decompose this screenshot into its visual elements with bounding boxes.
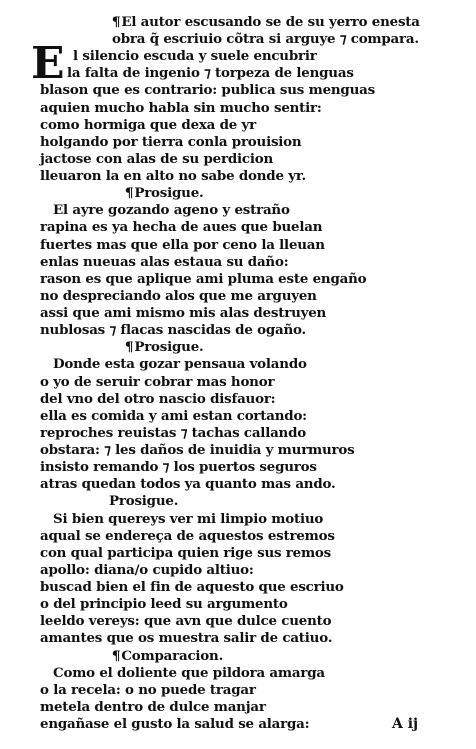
- text-line: Como el doliente que pildora amarga: [53, 665, 325, 681]
- pilcrow-icon: ¶: [124, 185, 134, 201]
- text-line: del vno del otro nascio disfauor:: [40, 391, 276, 407]
- text-line: blason que es contrario: publica sus menguas: [40, 82, 375, 98]
- text-line: apollo: diana/o cupido altiuo:: [40, 562, 254, 578]
- section-heading: Prosigue.: [109, 493, 179, 509]
- text-line: metela dentro de dulce manjar: [40, 699, 266, 715]
- text-line: atras quedan todos ya quanto mas ando.: [40, 476, 336, 492]
- text-line: con qual participa quien rige sus remos: [40, 545, 331, 561]
- section-heading: ¶Comparacion.: [111, 648, 224, 664]
- text-line: ella es comida y ami estan cortando:: [40, 408, 307, 424]
- text-line: enlas nueuas alas estaua su daño:: [40, 254, 289, 270]
- text-line: rason es que aplique ami pluma este engaño: [40, 271, 367, 287]
- text-line: l silencio escuda y suele encubrir: [73, 48, 317, 64]
- text-line: Si bien quereys ver mi limpio motiuo: [53, 511, 324, 527]
- pilcrow-icon: ¶: [124, 339, 134, 355]
- pilcrow-icon: ¶: [111, 648, 121, 664]
- text-line: o la recela: o no puede tragar: [40, 682, 256, 698]
- text-line: obstara: ⁊ les daños de inuidia y murmuros: [40, 442, 355, 458]
- text-line: El ayre gozando ageno y estraño: [53, 202, 290, 218]
- text-line: aquien mucho habla sin mucho sentir:: [40, 100, 322, 116]
- pilcrow-icon: ¶: [111, 14, 121, 30]
- text-line: engañase el gusto la salud se alarga:: [40, 716, 310, 732]
- text-line: buscad bien el fin de aquesto que escriuo: [40, 579, 344, 595]
- text-line: Donde esta gozar pensaua volando: [53, 356, 307, 372]
- text-line: insisto remando ⁊ los puertos seguros: [40, 459, 317, 475]
- text-line: fuertes mas que ella por ceno la lleuan: [40, 237, 325, 253]
- text-line: ¶El autor escusando se de su yerro enesta: [111, 14, 420, 30]
- drop-cap-initial: E: [31, 38, 65, 89]
- text-line: lleuaron la en alto no sabe donde yr.: [40, 168, 306, 184]
- text-line: rapina es ya hecha de aues que buelan: [40, 219, 323, 235]
- text-line: nublosas ⁊ flacas nascidas de ogaño.: [40, 322, 306, 338]
- text-line: como hormiga que dexa de yr: [40, 117, 256, 133]
- text-line: leeldo vereys: que avn que dulce cuento: [40, 613, 332, 629]
- page-signature: A ij: [392, 716, 419, 732]
- text-line: o del principio leed su argumento: [40, 596, 288, 612]
- text-line: o yo de seruir cobrar mas honor: [40, 374, 275, 390]
- text-line: reproches reuistas ⁊ tachas callando: [40, 425, 306, 441]
- section-heading: ¶Prosigue.: [124, 185, 204, 201]
- section-heading: ¶Prosigue.: [124, 339, 204, 355]
- text-line: assi que ami mismo mis alas destruyen: [40, 305, 327, 321]
- text-line: holgando por tierra conla prouision: [40, 134, 302, 150]
- text-line: la falta de ingenio ⁊ torpeza de lenguas: [67, 65, 354, 81]
- text-line: aqual se endereça de aquestos estremos: [40, 528, 335, 544]
- text-line: amantes que os muestra salir de catiuo.: [40, 630, 333, 646]
- text-line: obra q̃ escriuio cõtra si arguye ⁊ compara.: [112, 31, 419, 47]
- text-line: no despreciando alos que me arguyen: [40, 288, 317, 304]
- text-line: jactose con alas de su perdicion: [40, 151, 274, 167]
